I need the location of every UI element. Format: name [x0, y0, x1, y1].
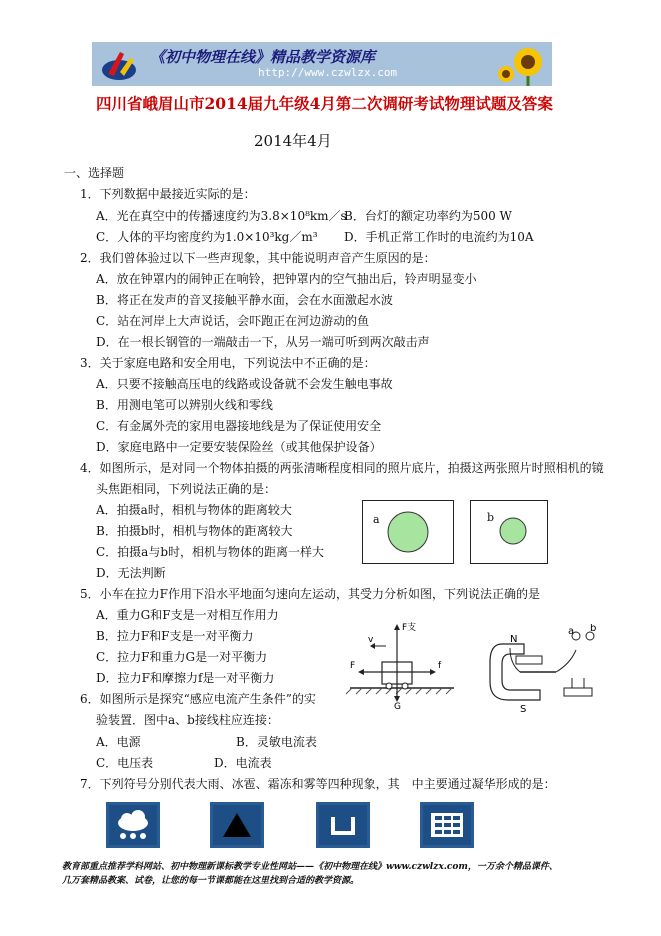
fog-icon — [420, 802, 474, 848]
label-gravity: G — [394, 702, 401, 710]
question-3-option-a: A．只要不接触高压电的线路或设备就不会发生触电事故 — [96, 377, 393, 391]
footer-line-1: 教育部重点推荐学科网站、初中物理新课标教学专业性网站——《初中物理在线》www.czwlzx.com，一万余个精品课件、 — [62, 862, 558, 872]
question-3-option-b: B．用测电笔可以辨别火线和零线 — [96, 398, 273, 412]
question-2-option-a: A．放在钟罩内的闹钟正在响铃，把钟罩内的空气抽出后，铃声明显变小 — [96, 272, 477, 286]
question-3-stem: 3．关于家庭电路和安全用电，下列说法中不正确的是： — [80, 356, 376, 370]
question-3-option-c: C．有金属外壳的家用电器接地线是为了保证使用安全 — [96, 419, 382, 433]
object-small-circle — [495, 513, 531, 549]
question-6-option-d: D．电流表 — [214, 756, 272, 770]
question-3-option-d: D．家庭电路中一定要安装保险丝（或其他保护设备） — [96, 440, 382, 454]
terminal-b-label: b — [590, 624, 597, 634]
hail-icon — [210, 802, 264, 848]
label-velocity: v — [368, 635, 374, 645]
question-5-option-c: C．拉力F和重力G是一对平衡力 — [96, 650, 268, 664]
question-6-option-c: C．电压表 — [96, 756, 154, 770]
magnet-n-label: N — [510, 634, 518, 645]
question-2-option-b: B．将正在发声的音叉接触平静水面，会在水面激起水波 — [96, 293, 393, 307]
magnet-s-label: S — [520, 704, 527, 714]
question-1-stem: 1．下列数据中最接近实际的是： — [80, 187, 256, 201]
question-1-option-a: A．光在真空中的传播速度约为3.8×10⁸km／s — [96, 209, 347, 223]
question-4-stem: 4．如图所示，是对同一个物体拍摄的两张清晰程度相同的照片底片，拍摄这两张照片时照相机的镜 — [80, 461, 604, 475]
question-5-option-a: A．重力G和F支是一对相互作用力 — [96, 608, 279, 622]
induction-apparatus-diagram — [480, 624, 600, 714]
question-2-option-d: D．在一根长钢管的一端敲击一下，从另一端可听到两次敲击声 — [96, 335, 430, 349]
question-4-option-d: D．无法判断 — [96, 566, 166, 580]
photo-a-figure — [362, 500, 454, 564]
question-7-stem: 7．下列符号分别代表大雨、冰雹、霜冻和雾等四种现象，其 中主要通过凝华形成的是： — [80, 777, 556, 791]
frost-icon — [316, 802, 370, 848]
page-footer — [62, 860, 558, 888]
question-2-stem: 2．我们曾体验过以下一些声现象，其中能说明声音产生原因的是： — [80, 251, 436, 265]
question-1-option-d: D．手机正常工作时的电流约为10A — [344, 230, 534, 244]
question-5-option-d: D．拉力F和摩擦力f是一对平衡力 — [96, 671, 275, 685]
terminal-a-label: a — [568, 626, 575, 637]
footer-line-2: 几万套精品教案、试卷，让您的每一节课都能在这里找到合适的教学资源。 — [62, 876, 360, 886]
force-diagram — [342, 616, 462, 710]
label-f-support: F支 — [402, 623, 417, 633]
photo-b-figure — [470, 500, 548, 564]
sunflower-icon — [496, 44, 554, 86]
question-4-option-a: A．拍摄a时，相机与物体的距离较大 — [96, 503, 292, 517]
question-6-option-a: A．电源 — [96, 735, 141, 749]
photo-b-label: b — [487, 511, 495, 524]
question-1-option-b: B．台灯的额定功率约为500 W — [344, 209, 512, 223]
section-heading: 一、选择题 — [64, 166, 125, 180]
question-1-option-c: C．人体的平均密度约为1.0×10³kg／m³ — [96, 230, 318, 244]
page-title: 四川省峨眉山市2014届九年级4月第二次调研考试物理试题及答案 — [96, 94, 553, 113]
question-6-option-b: B．灵敏电流表 — [236, 735, 317, 749]
question-2-option-c: C．站在河岸上大声说话，会吓跑正在河边游动的鱼 — [96, 314, 370, 328]
label-friction: f — [438, 661, 442, 671]
photo-a-label: a — [373, 513, 380, 526]
heavy-rain-icon — [106, 802, 160, 848]
question-6-stem-cont: 验装置．图中a、b接线柱应连接： — [96, 713, 279, 727]
label-f-pull: F — [350, 661, 356, 671]
site-logo-icon — [100, 48, 138, 84]
question-4-option-c: C．拍摄a与b时，相机与物体的距离一样大 — [96, 545, 325, 559]
question-5-stem: 5．小车在拉力F作用下沿水平地面匀速向左运动，其受力分析如图，下列说法正确的是 — [80, 587, 540, 601]
banner-title: 《初中物理在线》精品教学资源库 — [150, 48, 376, 66]
question-6-stem: 6．如图所示是探究“感应电流产生条件”的实 — [80, 692, 316, 706]
banner-url[interactable]: http://www.czwlzx.com — [258, 66, 398, 79]
question-4-option-b: B．拍摄b时，相机与物体的距离较大 — [96, 524, 293, 538]
question-5-option-b: B．拉力F和F支是一对平衡力 — [96, 629, 254, 643]
question-4-stem-cont: 头焦距相同，下列说法正确的是： — [96, 482, 277, 496]
object-large-circle — [383, 507, 433, 557]
exam-date: 2014年4月 — [254, 132, 332, 150]
